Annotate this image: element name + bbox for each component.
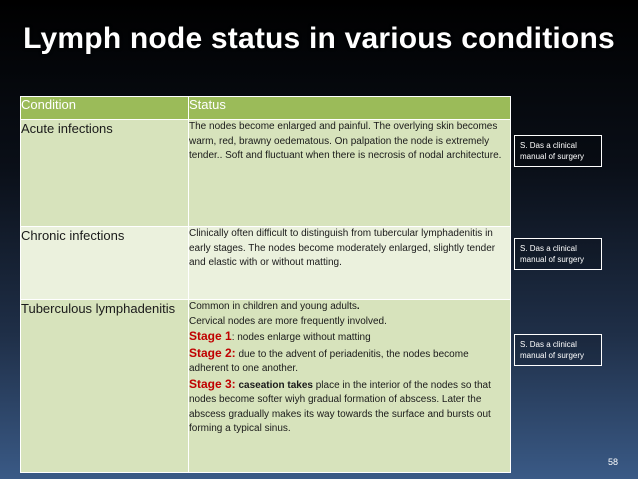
status-intro-end: .: [356, 301, 360, 312]
status-intro: Common in children and young adults: [189, 301, 357, 312]
stage-1-line: [189, 329, 510, 346]
stage-3-line: [189, 377, 510, 437]
table-row: [21, 120, 511, 227]
status-cell: The nodes become enlarged and painful. The overlying skin becomes warm, red, brawny oedematous. On palpation the node is extremely tender.. Soft and fluctuant when there is necrosis of nodal architecture.: [189, 120, 511, 227]
table-row: [21, 227, 511, 300]
condition-cell: Tuberculous lymphadenitis: [21, 300, 189, 473]
stage-1-text: : nodes enlarge without matting: [231, 332, 371, 343]
stage-3-label: Stage 3:: [189, 376, 236, 391]
lymph-node-table: [20, 96, 511, 473]
page-number: 58: [607, 457, 618, 467]
table-header-row: [21, 97, 511, 120]
reference-note: S. Das a clinical manual of surgery: [514, 135, 602, 167]
header-condition: Condition: [21, 97, 189, 120]
stage-3-bold: caseation takes: [235, 379, 313, 391]
stage-3-text: place in the interior of the nodes so that nodes become softer wiyh gradual formation of abscess. Later the abscess gradually makes its way towards the surface and bursts out forming a typical sinus.: [189, 379, 491, 434]
table-row: [21, 300, 511, 473]
status-line: [189, 300, 510, 315]
stage-2-line: [189, 346, 510, 377]
reference-note: S. Das a clinical manual of surgery: [514, 238, 602, 270]
slide-title: Lymph node status in various conditions: [23, 22, 615, 55]
status-cell: [189, 300, 511, 473]
condition-cell: Chronic infections: [21, 227, 189, 300]
status-line: Cervical nodes are more frequently involved.: [189, 315, 387, 327]
reference-note: S. Das a clinical manual of surgery: [514, 334, 602, 366]
status-cell: Clinically often difficult to distinguish from tubercular lymphadenitis in early stages. The nodes become moderately enlarged, slightly tender and elastic with or without matting.: [189, 227, 511, 300]
stage-2-text: due to the advent of periadenitis, the nodes become adherent to one another.: [189, 348, 469, 374]
header-status: Status: [189, 97, 511, 120]
stage-2-label: Stage 2:: [189, 345, 236, 360]
stage-1-label: Stage 1: [189, 329, 232, 343]
condition-cell: Acute infections: [21, 120, 189, 227]
